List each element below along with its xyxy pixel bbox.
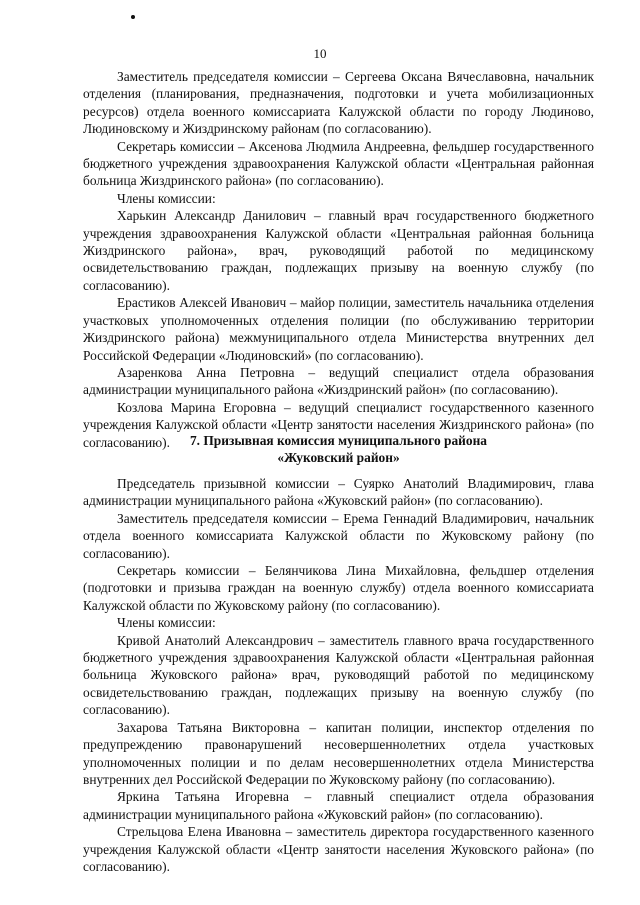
paragraph-members-label: Члены комиссии:: [117, 615, 216, 631]
scan-dot-mark: [131, 15, 135, 19]
paragraph-member: Стрельцова Елена Ивановна – заместитель директора государственного казенного учреждения Калужской области «Центр занятости населения Жуковского района» (по согласованию).: [83, 824, 594, 874]
paragraph-member: Ерастиков Алексей Иванович – майор полиции, заместитель начальника отделения участковых уполномоченных отделения полиции (по обслуживанию территории Жиздринского района) межмуниципального отдела Министерства внутренних дел Российской Федерации «Людиновский» (по согласованию).: [83, 295, 594, 363]
section-bottom: [83, 475, 594, 875]
paragraph-member: Кривой Анатолий Александрович – заместитель главного врача государственного бюджетного учреждения здравоохранения Калужской области «Центральная районная больница Жуковского района» врач, руководящий работой по медицинскому освидетельствованию граждан, подлежащих призыву на военную службу (по согласованию).: [83, 632, 594, 718]
paragraph-member: Козлова Марина Егоровна – ведущий специалист государственного казенного учреждения Калужской области «Центр занятости населения Жиздринского района» (по согласованию).: [83, 399, 594, 450]
paragraph-secretary: Секретарь комиссии – Аксенова Людмила Андреевна, фельдшер государственного бюджетного учреждения здравоохранения Калужской области «Центральная районная больница Жиздринского района» (по согласованию).: [83, 138, 594, 189]
paragraph-deputy-chair: Заместитель председателя комиссии – Ерема Геннадий Владимирович, начальник отдела военного комиссариата Калужской области по Жуковскому району (по согласованию).: [83, 510, 594, 561]
paragraph-chair: Председатель призывной комиссии – Суярко Анатолий Владимирович, глава администрации муниципального района «Жуковский район» (по согласованию).: [83, 476, 594, 509]
section-heading-line1: 7. Призывная комиссия муниципального района: [189, 433, 487, 448]
page-number: 10: [313, 46, 327, 61]
paragraph-secretary: Секретарь комиссии – Белянчикова Лина Михайловна, фельдшер отделения (подготовки и призыва граждан на военную службу) отдела военного комиссариата Калужской области по Жуковскому району (по согласованию).: [83, 563, 594, 613]
section-top: [83, 68, 594, 451]
paragraph-member: Яркина Татьяна Игоревна – главный специалист отдела образования администрации муниципального района «Жуковский район» (по согласованию).: [83, 789, 594, 822]
paragraph-member: Захарова Татьяна Викторовна – капитан полиции, инспектор отделения по предупреждению правонарушений несовершеннолетних отдела участковых уполномоченных полиции и по делам несовершеннолетних отдела Министерства внутренних дел Российской Федерации по Жуковскому району (по согласованию).: [83, 719, 594, 787]
paragraph-members-label: Члены комиссии:: [117, 190, 216, 206]
paragraph-member: Харькин Александр Данилович – главный врач государственного бюджетного учреждения здравоохранения Калужской области «Центральная районная больница Жиздринского района», врач, руководящий работой по медицинскому освидетельствованию граждан, подлежащих призыву на военную службу (по согласованию).: [83, 208, 594, 293]
paragraph-deputy-chair: Заместитель председателя комиссии – Сергеева Оксана Вячеславовна, начальник отделения (планирования, предназначения, подготовки и учета мобилизационных ресурсов) отдела военного комиссариата Калужской области по городу Людиново, Людиновскому и Жиздринскому районам (по согласованию).: [83, 69, 594, 137]
section-heading-line2: «Жуковский район»: [277, 450, 400, 466]
paragraph-member: Азаренкова Анна Петровна – ведущий специалист отдела образования администрации муниципального района «Жиздринский район» (по согласованию).: [83, 364, 594, 398]
section-heading: [83, 432, 594, 467]
